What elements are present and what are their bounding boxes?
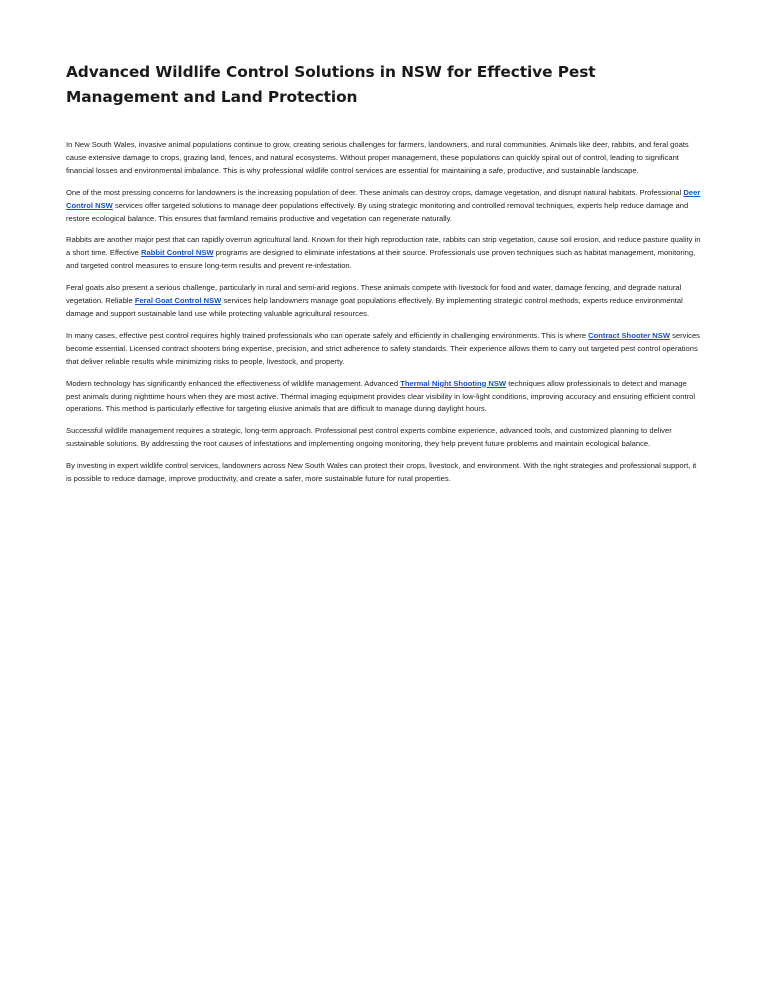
paragraph-text: In many cases, effective pest control requires highly trained professionals who can operate safely and efficiently in challenging environments. This is where (66, 330, 589, 340)
paragraph-text: One of the most pressing concerns for landowners is the increasing population of deer. These animals can destroy crops, damage vegetation, and disrupt natural habitats. Professional (66, 187, 684, 197)
paragraph-strategy: Successful wildlife management requires a strategic, long-term approach. Professional pest control experts combine experience, advanced tools, and customized planning to deliver sustainable solutions. By addressing the root causes of infestations and implementing ongoing monitoring, they help prevent future problems and maintain ecological balance. (66, 426, 672, 449)
paragraph-deer (66, 187, 702, 226)
paragraph-thermal (66, 378, 702, 417)
paragraph-text: Modern technology has significantly enhanced the effectiveness of wildlife management. Advanced (66, 378, 401, 388)
paragraph-text: services help landowners manage goat populations effectively. By implementing strategic control methods, experts reduce environmental damage and support sustainable land use while protecting valuable agricultural resources. (66, 296, 683, 318)
paragraph-feral-goats (66, 282, 702, 321)
paragraph-contract-shooter (66, 330, 702, 369)
paragraph-text: Feral goats also present a serious challenge, particularly in rural and semi-arid regions. These animals compete with livestock for food and water, damage fencing, and degrade natural vegetation. Reliable (66, 283, 682, 306)
paragraph-text: Rabbits are another major pest that can rapidly overrun agricultural land. Known for their high reproduction rate, rabbits can strip vegetation, cause soil erosion, and reduce pasture quality in a short time. Effective (66, 235, 701, 258)
thermal-night-shooting-link[interactable]: Thermal Night Shooting NSW (400, 378, 507, 388)
contract-shooter-link[interactable]: Contract Shooter NSW (588, 330, 671, 340)
page-title: Advanced Wildlife Control Solutions in NSW for Effective Pest Management and Land Protection (66, 63, 596, 106)
deer-control-link[interactable]: Deer Control NSW (66, 187, 701, 210)
paragraph-text: programs are designed to eliminate infestations at their source. Professionals use proven techniques such as habitat management, monitoring, and targeted control measures to ensure long-term results and prevent re-infestation. (66, 248, 696, 271)
paragraph-intro: In New South Wales, invasive animal populations continue to grow, creating serious challenges for farmers, landowners, and rural communities. Animals like deer, rabbits, and feral goats cause extensive damage to crops, grazing land, fences, and natural ecosystems. Without proper management, these populations can quickly spiral out of control, leading to significant financial losses and environmental imbalance. This is why professional wildlife control services are essential for maintaining a safe, productive, and sustainable landscape. (66, 140, 689, 175)
paragraph-text: techniques allow professionals to detect and manage pest animals during nighttime hours when they are most active. Thermal imaging equipment provides clear visibility in low-light conditions, improving accuracy and ensuring efficient control operations. This method is particularly effective for targeting elusive animals that are difficult to manage during daylight hours. (66, 378, 696, 414)
paragraph-text: services offer targeted solutions to manage deer populations effectively. By using strategic monitoring and controlled removal techniques, experts help reduce damage and restore ecological balance. This ensures that farmland remains productive and vegetation can regenerate naturally. (66, 200, 689, 223)
paragraph-conclusion: By investing in expert wildlife control services, landowners across New South Wales can protect their crops, livestock, and environment. With the right strategies and professional support, it is possible to reduce damage, improve productivity, and create a safer, more sustainable future for rural properties. (66, 461, 697, 484)
paragraph-rabbits (66, 234, 702, 273)
paragraph-text: services become essential. Licensed contract shooters bring expertise, precision, and strict adherence to safety standards. Their experience allows them to carry out targeted pest control operations that deliver reliable results while minimizing risks to people, livestock, and property. (66, 330, 700, 366)
rabbit-control-link[interactable]: Rabbit Control NSW (141, 248, 214, 258)
feral-goat-control-link[interactable]: Feral Goat Control NSW (134, 296, 222, 306)
